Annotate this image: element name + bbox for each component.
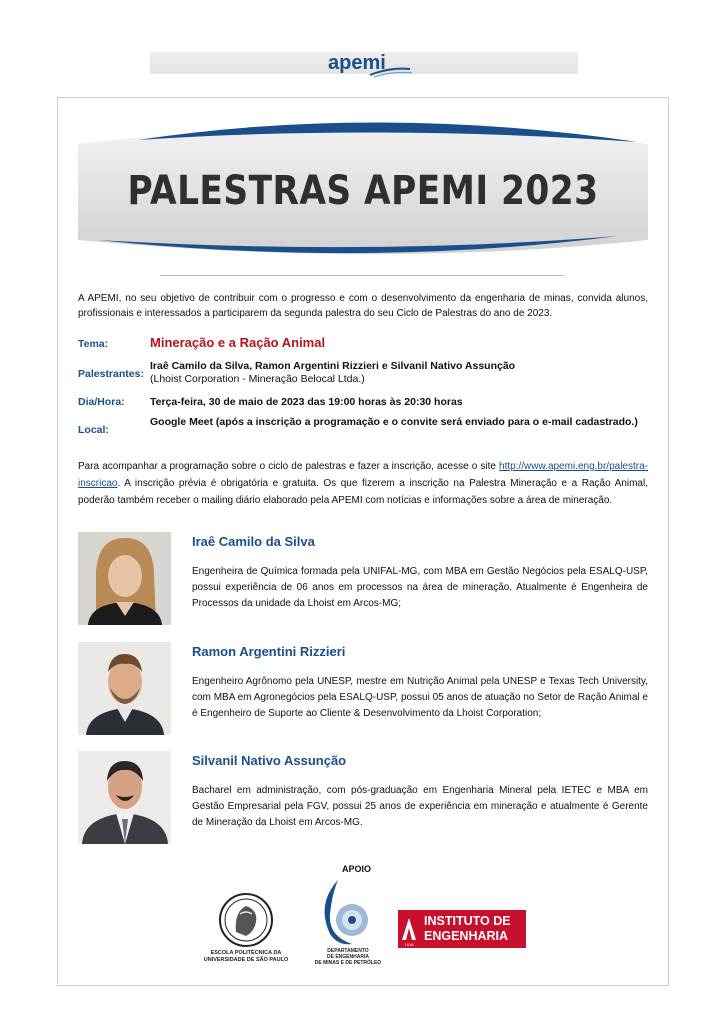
escola-politecnica-logo (196, 892, 296, 972)
escola-line2: UNIVERSIDADE DE SÃO PAULO (203, 957, 289, 963)
departamento-minas-logo (308, 876, 388, 972)
banner-title: PALESTRAS APEMI 2023 (127, 168, 599, 214)
dept-line2: DE ENGENHARIA (327, 954, 369, 960)
diahora-label: Dia/Hora: (78, 396, 125, 408)
palestrantes-org: (Lhoist Corporation - Mineração Belocal Ltda.) (150, 373, 365, 385)
speaker-name: Silvanil Nativo Assunção (192, 753, 347, 768)
svg-text:apemi: apemi (328, 52, 386, 74)
registration-link[interactable]: http://www.apemi.eng.br/palestra-inscricao (78, 461, 648, 489)
local-label: Local: (78, 424, 109, 436)
ie-line1: INSTITUTO DE (424, 914, 511, 928)
speaker-name: Iraê Camilo da Silva (192, 534, 315, 549)
apoio-label: APOIO (342, 864, 372, 874)
speaker-bio: Engenheira de Química formada pela UNIFAL-MG, com MBA em Gestão Negócios pela ESALQ-USP, possui experiência de 06 anos em processos na área de mineração. Atualmente é Engenheira de Processos da unidade da Lhoist em Arcos-MG; (192, 566, 648, 609)
speaker-photo-ramon (78, 642, 171, 735)
dept-emblem-icon (308, 876, 388, 948)
speaker-bio: Bacharel em administração, com pós-graduação em Engenharia Mineral pela IETEC e MBA em Gestão Empresarial pela FGV, possui 25 anos de experiência em mineração e atualmente é Gerente de Mineração da Lhoist em Arcos-MG. (192, 785, 648, 828)
ie-emblem-icon (398, 910, 420, 948)
palestrantes-label: Palestrantes: (78, 368, 144, 380)
registration-text-2: . A inscrição prévia é obrigatória e gratuita. Os que fizerem a inscrição na Palestra Mineração e a Ração Animal, poderão também receber o mailing diário elaborado pela APEMI com notícias e informações sobre a área de mineração. (78, 478, 648, 506)
instituto-engenharia-logo (398, 910, 526, 948)
speaker-name: Ramon Argentini Rizzieri (192, 644, 346, 659)
banner-divider (160, 275, 564, 276)
local-value: Google Meet (após a inscrição a programação e o convite será enviado para o e-mail cadastrado.) (150, 416, 638, 428)
speaker-photo-irae (78, 532, 171, 625)
svg-text:1916: 1916 (404, 942, 414, 947)
dept-line1: DEPARTAMENTO (327, 948, 369, 954)
tema-value: Mineração e a Ração Animal (150, 335, 326, 350)
intro-paragraph: A APEMI, no seu objetivo de contribuir com o progresso e com o desenvolvimento da engenharia de minas, convida alunos, profissionais e interessados a participarem da segunda palestra do seu Ciclo de Palestras do ano de 2023. (78, 293, 648, 319)
banner (78, 118, 648, 263)
registration-text-1: Para acompanhar a programação sobre o ciclo de palestras e fazer a inscrição, acesse o site (78, 461, 496, 472)
escola-line1: ESCOLA POLITÉCNICA DA (210, 950, 282, 956)
apemi-logo (318, 49, 414, 79)
tema-label: Tema: (78, 338, 109, 350)
ie-line2: ENGENHARIA (424, 929, 509, 943)
registration-paragraph (78, 458, 648, 509)
speaker-photo-silvanil (78, 751, 171, 844)
diahora-value: Terça-feira, 30 de maio de 2023 das 19:00 horas às 20:30 horas (150, 396, 463, 408)
speaker-bio: Engenheiro Agrônomo pela UNESP, mestre em Nutrição Animal pela UNESP e Texas Tech University, com MBA em Agronegócios pela ESALQ-USP, possui 05 anos de atuação no Setor de Ração Animal e é Engenheiro de Suporte ao Cliente & Desenvolvimento da Lhoist Corporation; (192, 676, 648, 719)
palestrantes-names: Iraê Camilo da Silva, Ramon Argentini Rizzieri e Silvanil Nativo Assunção (150, 360, 516, 372)
escola-seal-icon (196, 892, 296, 950)
dept-line3: DE MINAS E DE PETRÓLEO (314, 960, 382, 966)
